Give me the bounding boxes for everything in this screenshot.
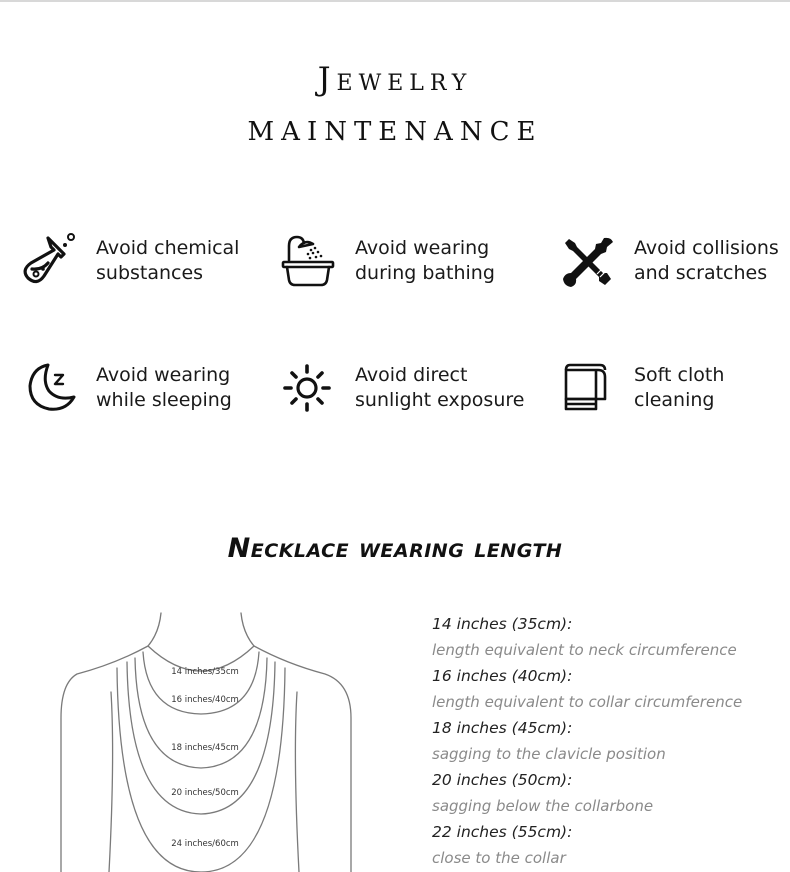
figure-label-24: 24 inches/60cm [171,839,239,849]
length-item [432,819,772,871]
length-item [432,611,772,663]
length-item [432,767,772,819]
care-tip-line: while sleeping [96,389,232,411]
length-description: length equivalent to collar circumference [432,693,743,711]
top-divider [0,0,790,2]
care-tip-line: sunlight exposure [355,389,525,411]
care-tip-line: Avoid collisions [634,237,779,259]
figure-label-14: 14 inches/35cm [171,667,239,677]
care-tip-sleeping [18,357,232,419]
necklace-length-figure [55,608,365,872]
care-tip-line: cleaning [634,389,715,411]
moon-sleep-icon [18,357,80,419]
care-tip-cloth [556,357,724,419]
figure-label-20: 20 inches/50cm [171,788,239,798]
length-heading: 18 inches (45cm): [432,719,573,737]
towel-icon [556,357,618,419]
care-tip-line: Avoid chemical [96,237,240,259]
length-list [432,611,772,871]
length-item [432,663,772,715]
care-tip-chemical [18,230,239,292]
length-heading: 14 inches (35cm): [432,615,573,633]
care-tip-line: Soft cloth [634,364,725,386]
length-heading: 16 inches (40cm): [432,667,573,685]
length-heading: 20 inches (50cm): [432,771,573,789]
chemical-flask-icon [18,230,80,292]
body-outline [109,692,113,872]
care-tip-line: during bathing [355,262,495,284]
care-tip-line: Avoid direct [355,364,468,386]
length-heading: 22 inches (55cm): [432,823,573,841]
wrench-screwdriver-icon [556,230,618,292]
length-description: sagging below the collarbone [432,797,654,815]
length-description: sagging to the clavicle position [432,745,666,763]
sun-icon [277,357,339,419]
shower-bath-icon [277,230,339,292]
length-description: close to the collar [432,849,566,867]
length-item [432,715,772,767]
figure-label-16: 16 inches/40cm [171,695,239,705]
figure-label-18: 18 inches/45cm [171,743,239,753]
care-tip-line: Avoid wearing [96,364,231,386]
page-title-line2: MAINTENANCE [247,117,543,147]
care-tip-collisions [556,230,779,292]
care-tip-line: substances [96,262,204,284]
necklace-section-title: Necklace wearing length [227,533,563,564]
care-tip-line: Avoid wearing [355,237,490,259]
care-tip-sunlight [277,357,524,419]
care-tip-bathing [277,230,495,292]
page-title-line1: Jewelry [317,60,473,98]
care-tip-line: and scratches [634,262,768,284]
length-description: length equivalent to neck circumference [432,641,737,659]
body-outline [295,692,299,872]
